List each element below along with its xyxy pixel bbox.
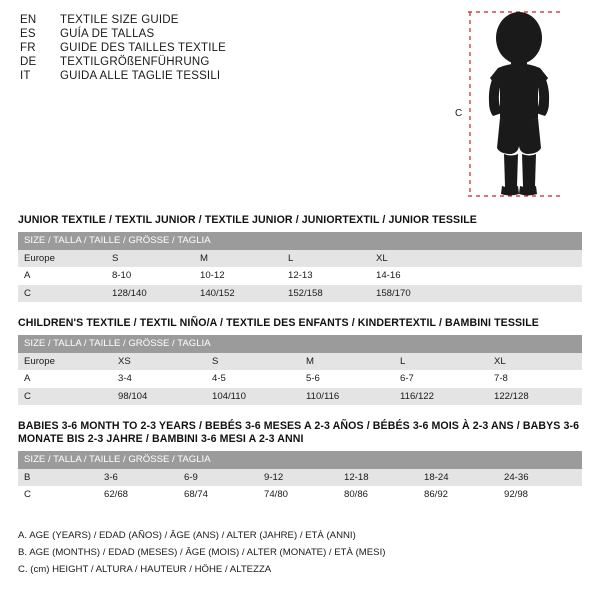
child-silhouette-figure — [440, 6, 595, 206]
cell-value: 128/140 — [106, 285, 194, 303]
cell-value: 98/104 — [112, 388, 206, 406]
header-row — [20, 42, 440, 54]
silhouette-svg — [440, 6, 595, 206]
cell-value: 92/98 — [498, 486, 582, 504]
cell-value: 12-13 — [282, 267, 370, 285]
size-header-label: SIZE / TALLA / TAILLE / GRÖSSE / TAGLIA — [18, 335, 582, 353]
column-label: Europe — [18, 250, 106, 268]
cell-value: 116/122 — [394, 388, 488, 406]
section-childrens-textile — [18, 317, 582, 405]
table-header-row — [18, 335, 582, 353]
table-row — [18, 370, 582, 388]
cell-value: 3-6 — [98, 469, 178, 487]
cell-value: 6-7 — [394, 370, 488, 388]
cell-value: 68/74 — [178, 486, 258, 504]
language-code: ES — [20, 28, 36, 40]
column-label: M — [194, 250, 282, 268]
column-label: S — [206, 353, 300, 371]
section-title: BABIES 3-6 MONTH TO 2-3 YEARS / BEBÉS 3-6 MESES A 2-3 AÑOS / BÉBÉS 3-6 MOIS À 2-3 ANS / BABYS 3-6 MONATE BIS 2-3 JAHRE / BAMBINI 3-6 MESI A 2-3 ANNI — [18, 420, 580, 446]
table-row — [18, 388, 582, 406]
column-label: XS — [112, 353, 206, 371]
language-code: FR — [20, 42, 36, 54]
legend-line-b: B. AGE (MONTHS) / EDAD (MESES) / ÂGE (MOIS) / ALTER (MONATE) / ETÀ (MESI) — [18, 546, 386, 558]
cell-value: 104/110 — [206, 388, 300, 406]
cell-value: 122/128 — [488, 388, 582, 406]
column-label: XL — [370, 250, 458, 268]
cell-value: 12-18 — [338, 469, 418, 487]
guide-title: GUIDE DES TAILLES TEXTILE — [60, 42, 227, 54]
row-label: C — [18, 285, 106, 303]
column-label: XL — [488, 353, 582, 371]
cell-value: 4-5 — [206, 370, 300, 388]
cell-value: 24-36 — [498, 469, 582, 487]
cell-value: 9-12 — [258, 469, 338, 487]
guide-title: GUIDA ALLE TAGLIE TESSILI — [60, 70, 221, 82]
cell-value: 3-4 — [112, 370, 206, 388]
table-row — [18, 469, 582, 487]
table-header-row — [18, 232, 582, 250]
children-size-table — [18, 335, 582, 405]
column-label: L — [282, 250, 370, 268]
cell-value: 6-9 — [178, 469, 258, 487]
section-title: CHILDREN'S TEXTILE / TEXTIL NIÑO/A / TEXTILE DES ENFANTS / KINDERTEXTIL / BAMBINI TESSILE — [18, 317, 539, 329]
table-row — [18, 250, 582, 268]
junior-size-table — [18, 232, 582, 302]
legend-line-c: C. (cm) HEIGHT / ALTURA / HAUTEUR / HÖHE / ALTEZZA — [18, 563, 272, 575]
cell-value: 110/116 — [300, 388, 394, 406]
size-header-label: SIZE / TALLA / TAILLE / GRÖSSE / TAGLIA — [18, 232, 582, 250]
cell-value: 62/68 — [98, 486, 178, 504]
table-row — [18, 486, 582, 504]
cell-value: 140/152 — [194, 285, 282, 303]
size-header-label: SIZE / TALLA / TAILLE / GRÖSSE / TAGLIA — [18, 451, 582, 469]
row-label: A — [18, 370, 112, 388]
row-label: C — [18, 486, 98, 504]
cell-value: 152/158 — [282, 285, 370, 303]
table-row — [18, 267, 582, 285]
cell-value: 74/80 — [258, 486, 338, 504]
table-row — [18, 353, 582, 371]
row-label: A — [18, 267, 106, 285]
section-title: JUNIOR TEXTILE / TEXTIL JUNIOR / TEXTILE JUNIOR / JUNIORTEXTIL / JUNIOR TESSILE — [18, 214, 477, 226]
language-code: DE — [20, 56, 37, 68]
guide-title: GUÍA DE TALLAS — [60, 28, 155, 40]
guide-title: TEXTILGRÖßENFÜHRUNG — [60, 56, 210, 68]
header-row — [20, 70, 440, 82]
cell-value: 18-24 — [418, 469, 498, 487]
header-row — [20, 28, 440, 40]
column-label: M — [300, 353, 394, 371]
legend-block — [18, 528, 582, 578]
cell-value: 86/92 — [418, 486, 498, 504]
cell-value: 10-12 — [194, 267, 282, 285]
column-label: S — [106, 250, 194, 268]
table-row — [18, 285, 582, 303]
cell-value: 80/86 — [338, 486, 418, 504]
height-label: C — [455, 108, 463, 119]
row-label: C — [18, 388, 112, 406]
cell-value: 158/170 — [370, 285, 458, 303]
cell-value: 8-10 — [106, 267, 194, 285]
language-code: EN — [20, 14, 37, 26]
table-header-row — [18, 451, 582, 469]
babies-size-table — [18, 451, 582, 504]
column-label: L — [394, 353, 488, 371]
cell-value: 14-16 — [370, 267, 458, 285]
toddler-body — [489, 12, 549, 196]
multilingual-header — [20, 14, 440, 84]
language-code: IT — [20, 70, 31, 82]
guide-title: TEXTILE SIZE GUIDE — [60, 14, 179, 26]
cell-value: 5-6 — [300, 370, 394, 388]
section-babies-textile — [18, 420, 582, 504]
header-row — [20, 56, 440, 68]
header-row — [20, 14, 440, 26]
column-label: Europe — [18, 353, 112, 371]
section-junior-textile — [18, 214, 582, 302]
legend-line-a: A. AGE (YEARS) / EDAD (AÑOS) / ÂGE (ANS) / ALTER (JAHRE) / ETÀ (ANNI) — [18, 530, 356, 541]
cell-value: 7-8 — [488, 370, 582, 388]
row-label: B — [18, 469, 98, 487]
